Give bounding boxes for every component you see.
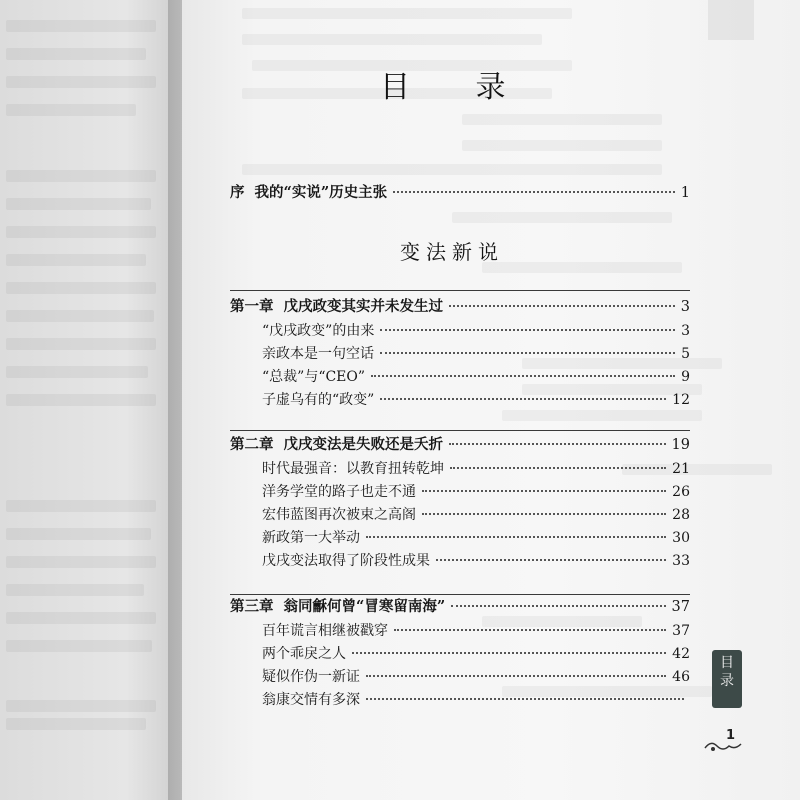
bleed-through-text [6,612,156,624]
page-number: 33 [672,553,690,569]
section-entry [262,460,690,478]
dot-leader [352,652,666,654]
chapter-label: 第二章 [230,436,274,453]
toc-title: 目 录 [380,70,534,105]
page-number: 3 [681,323,690,339]
page-number: 28 [672,507,690,523]
toc-preface-row [230,184,690,202]
chapter-row [230,436,690,454]
bleed-through-text [6,226,156,238]
page-number: 1 [680,185,690,201]
dot-leader [422,490,666,492]
dot-leader [393,191,675,193]
section-entry [262,322,690,340]
entry-title: “总裁”与“CEO” [262,369,366,385]
page-number: 37 [671,599,690,615]
preface-title: 我的“实说”历史主张 [254,184,388,201]
section-entry [262,483,690,501]
bleed-through-text [6,310,154,322]
side-tab-char: 目 [720,655,734,671]
chapter-title: 戊戌政变其实并未发生过 [283,298,443,315]
bleed-through-text [6,282,156,294]
dot-leader [366,698,684,700]
section-entry [262,668,690,686]
section-title: 变法新说 [400,240,504,264]
side-tab-char: 录 [720,673,734,689]
dot-leader [449,305,675,307]
dot-leader [380,398,666,400]
bleed-through-text [6,366,148,378]
preface-label: 序 [230,184,245,201]
entry-title: 两个乖戾之人 [262,646,346,662]
chapter-label: 第一章 [230,298,274,315]
bleed-through-text [242,8,572,19]
dot-leader [366,675,666,677]
entry-title: 洋务学堂的路子也走不通 [262,484,416,500]
entry-title: “戊戌政变”的由来 [262,323,375,339]
section-entry [262,506,690,524]
entry-title: 百年谎言相继被戳穿 [262,623,388,639]
entry-title: 戊戌变法取得了阶段性成果 [262,553,430,569]
section-entry [262,345,690,363]
page-number: 3 [680,299,690,315]
chapter-rule [230,430,690,431]
bleed-through-text [6,584,144,596]
section-entry [262,622,690,640]
entry-title: 新政第一大举动 [262,530,360,546]
page-number: 42 [672,646,690,662]
entry-title: 疑似作伪一新证 [262,669,360,685]
section-entry [262,368,690,386]
entry-title: 宏伟蓝图再次被束之高阁 [262,507,416,523]
bleed-through-text [6,76,156,88]
bleed-through-text [242,164,662,175]
dot-leader [380,352,675,354]
folio-ornament-icon [703,738,743,754]
dot-leader [436,559,666,561]
bleed-through-text [6,104,136,116]
folio-page-number: 1 [726,728,736,743]
dot-leader [450,467,666,469]
bleed-through-text [462,140,662,151]
page-number: 21 [672,461,690,477]
entry-title: 时代最强音：以教育扭转乾坤 [262,461,444,477]
section-entry [262,691,690,709]
entry-title: 亲政本是一句空话 [262,346,374,362]
dot-leader [422,513,666,515]
page-number: 26 [672,484,690,500]
page-number: 9 [681,369,690,385]
chapter-row [230,298,690,316]
header-ornament [708,0,754,40]
bleed-through-text [462,114,662,125]
bleed-through-text [6,500,156,512]
bleed-through-text [6,528,151,540]
bleed-through-text [6,556,156,568]
dot-leader [366,536,666,538]
entry-title: 翁康交情有多深 [262,692,360,708]
page-number: 12 [672,392,690,408]
section-entry [262,391,690,409]
bleed-through-text [452,212,672,223]
page-number: 5 [681,346,690,362]
page-number: 30 [672,530,690,546]
bleed-through-text [6,718,146,730]
bleed-through-text [502,410,702,421]
chapter-title: 翁同龢何曾“冒寒留南海” [283,598,446,615]
bleed-through-text [242,34,542,45]
dot-leader [449,443,666,445]
bleed-through-text [6,338,156,350]
chapter-label: 第三章 [230,598,274,615]
bleed-through-text [6,394,156,406]
dot-leader [380,329,675,331]
section-entry [262,645,690,663]
section-entry [262,552,690,570]
dot-leader [394,629,666,631]
page-number: 19 [671,437,690,453]
chapter-title: 戊戌变法是失败还是夭折 [283,436,443,453]
bleed-through-text [6,20,156,32]
section-rule [230,290,690,291]
bleed-through-text [6,198,151,210]
page-number: 46 [672,669,690,685]
section-entry [262,529,690,547]
dot-leader [371,375,675,377]
dot-leader [451,605,665,607]
left-page [0,0,180,800]
bleed-through-text [6,170,156,182]
page-number: 37 [672,623,690,639]
chapter-row [230,598,690,616]
bleed-through-text [6,254,146,266]
bleed-through-text [6,640,152,652]
entry-title: 子虚乌有的“政变” [262,392,375,408]
bleed-through-text [6,700,156,712]
bleed-through-text [6,48,146,60]
toc-side-tab [712,650,742,708]
chapter-rule [230,594,690,595]
